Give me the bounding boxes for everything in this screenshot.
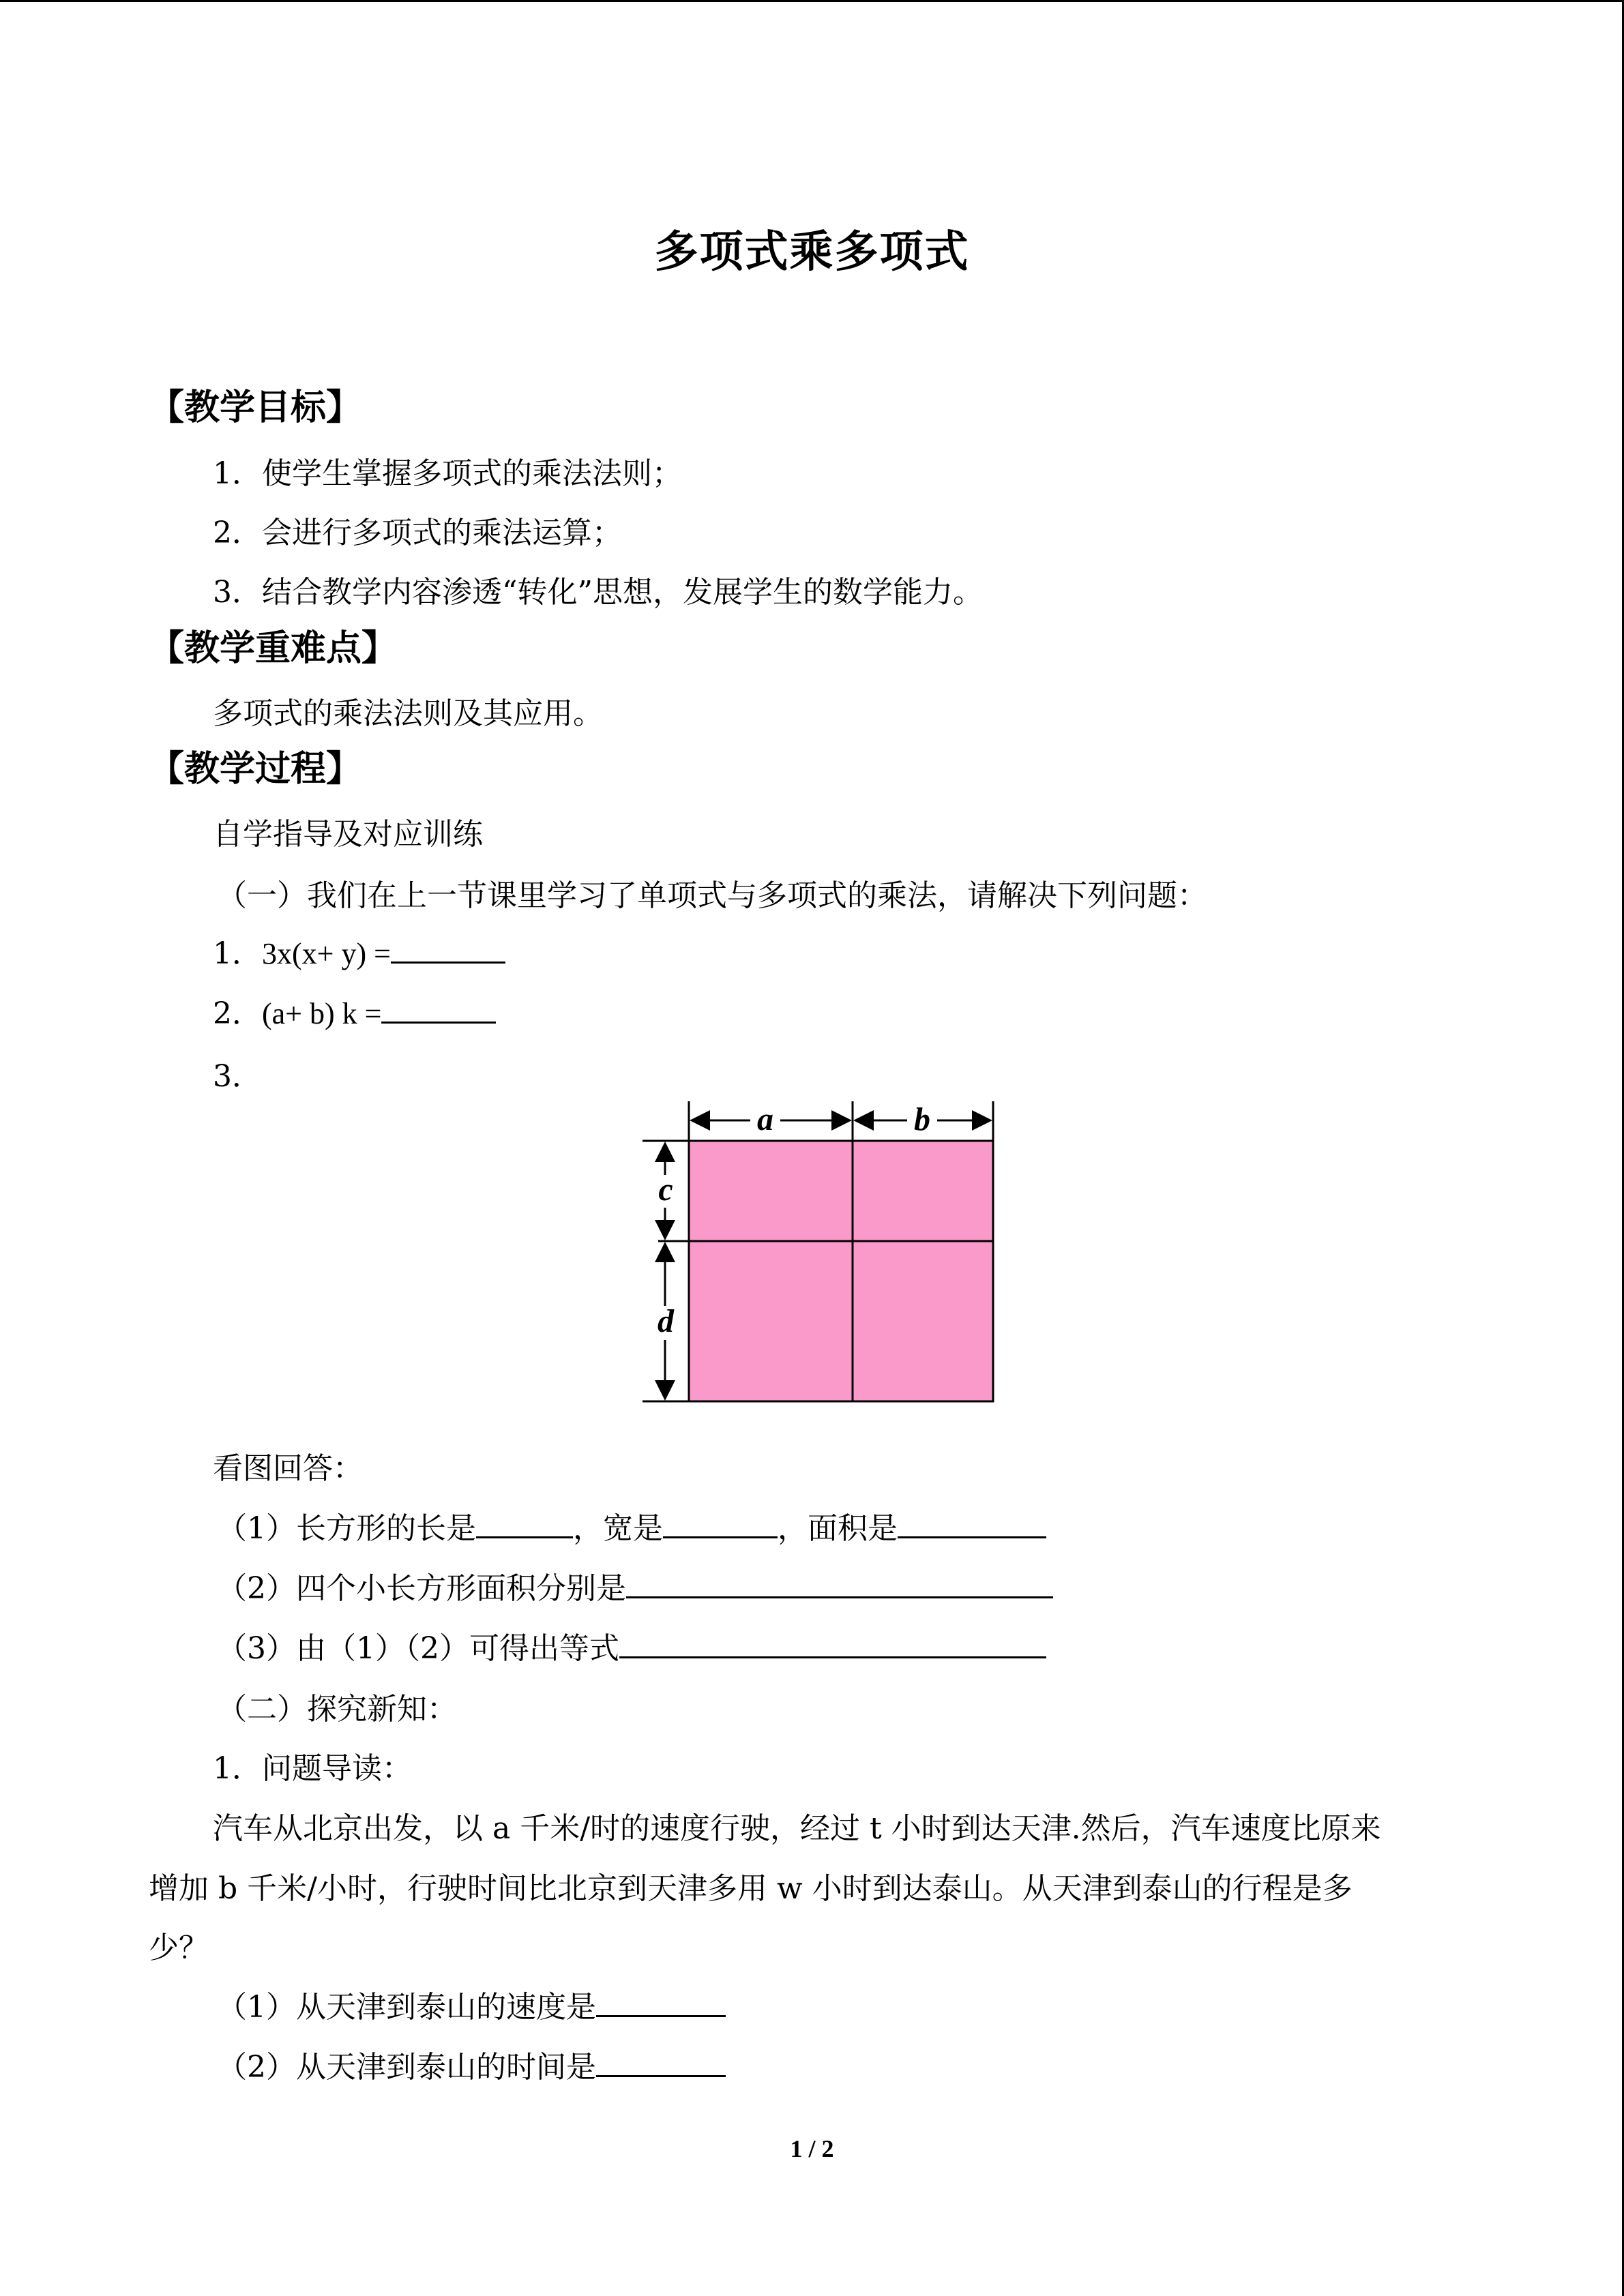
answer-1-area-label: ，面积是 bbox=[778, 1511, 898, 1546]
label-a: a bbox=[757, 1101, 773, 1137]
section-heading-goals: 【教学目标】 bbox=[149, 387, 362, 428]
section-heading-key-points: 【教学重难点】 bbox=[149, 628, 398, 669]
four-areas-blank[interactable] bbox=[626, 1569, 1053, 1598]
width-blank[interactable] bbox=[663, 1509, 778, 1538]
question-1-number: 1． bbox=[213, 936, 262, 971]
question-2-expression: (a+ b) k = bbox=[262, 997, 382, 1030]
speed-blank[interactable] bbox=[596, 1988, 726, 2017]
sub-question-1-label: （1）从天津到泰山的速度是 bbox=[217, 1990, 596, 2025]
section-heading-process: 【教学过程】 bbox=[149, 749, 362, 790]
answer-3 bbox=[217, 1624, 1046, 1667]
rectangle-fill bbox=[689, 1141, 993, 1401]
answer-1-width-label: ，宽是 bbox=[573, 1511, 663, 1546]
question-1-expression: 3x(x+ y) = bbox=[262, 937, 391, 970]
story-line-1: 汽车从北京出发，以 a 千米/时的速度行驶，经过 t 小时到达天津.然后，汽车速度比原来 bbox=[213, 1811, 1381, 1846]
page-number: 1 / 2 bbox=[790, 2135, 834, 2162]
page-title: 多项式乘多项式 bbox=[654, 227, 970, 278]
page-top-border bbox=[0, 0, 1624, 2]
label-c: c bbox=[658, 1172, 673, 1208]
sub-question-1 bbox=[217, 1982, 726, 2026]
question-2-number: 2． bbox=[213, 996, 262, 1031]
goal-item-2: 2．会进行多项式的乘法运算； bbox=[213, 516, 622, 550]
story-line-2: 增加 b 千米/小时，行驶时间比北京到天津多用 w 小时到达泰山。从天津到泰山的行程是多 bbox=[149, 1871, 1353, 1906]
question-2 bbox=[213, 989, 496, 1032]
answer-3-label: （3）由（1）（2）可得出等式 bbox=[217, 1631, 619, 1666]
sub-question-2-label: （2）从天津到泰山的时间是 bbox=[217, 2050, 596, 2085]
area-blank[interactable] bbox=[898, 1509, 1046, 1538]
question-1-answer-blank[interactable] bbox=[391, 934, 505, 964]
answer-2-label: （2）四个小长方形面积分别是 bbox=[217, 1571, 626, 1606]
answer-2 bbox=[217, 1564, 1053, 1607]
part1-intro: （一）我们在上一节课里学习了单项式与多项式的乘法，请解决下列问题： bbox=[217, 878, 1207, 913]
part2-heading: （二）探究新知： bbox=[217, 1692, 457, 1727]
length-blank[interactable] bbox=[476, 1509, 573, 1538]
story-line-3: 少？ bbox=[149, 1930, 209, 1965]
problem-reading: 1．问题导读： bbox=[213, 1751, 412, 1786]
label-b: b bbox=[914, 1101, 930, 1137]
equation-blank[interactable] bbox=[619, 1629, 1046, 1658]
look-and-answer: 看图回答： bbox=[213, 1451, 363, 1486]
self-study-intro: 自学指导及对应训练 bbox=[213, 817, 483, 852]
rectangle-area-figure bbox=[634, 1094, 1050, 1408]
question-1 bbox=[213, 929, 505, 972]
question-3-number: 3． bbox=[213, 1059, 262, 1094]
key-points-text: 多项式的乘法法则及其应用。 bbox=[213, 696, 603, 731]
answer-1-length-label: （1）长方形的长是 bbox=[217, 1511, 476, 1546]
question-2-answer-blank[interactable] bbox=[381, 994, 496, 1024]
sub-question-2 bbox=[217, 2042, 726, 2086]
goal-item-1: 1．使学生掌握多项式的乘法法则； bbox=[213, 456, 682, 491]
answer-1 bbox=[217, 1504, 1046, 1547]
time-blank[interactable] bbox=[596, 2048, 726, 2077]
label-d: d bbox=[658, 1303, 674, 1339]
goal-item-3: 3．结合教学内容渗透“转化”思想，发展学生的数学能力。 bbox=[213, 575, 983, 610]
